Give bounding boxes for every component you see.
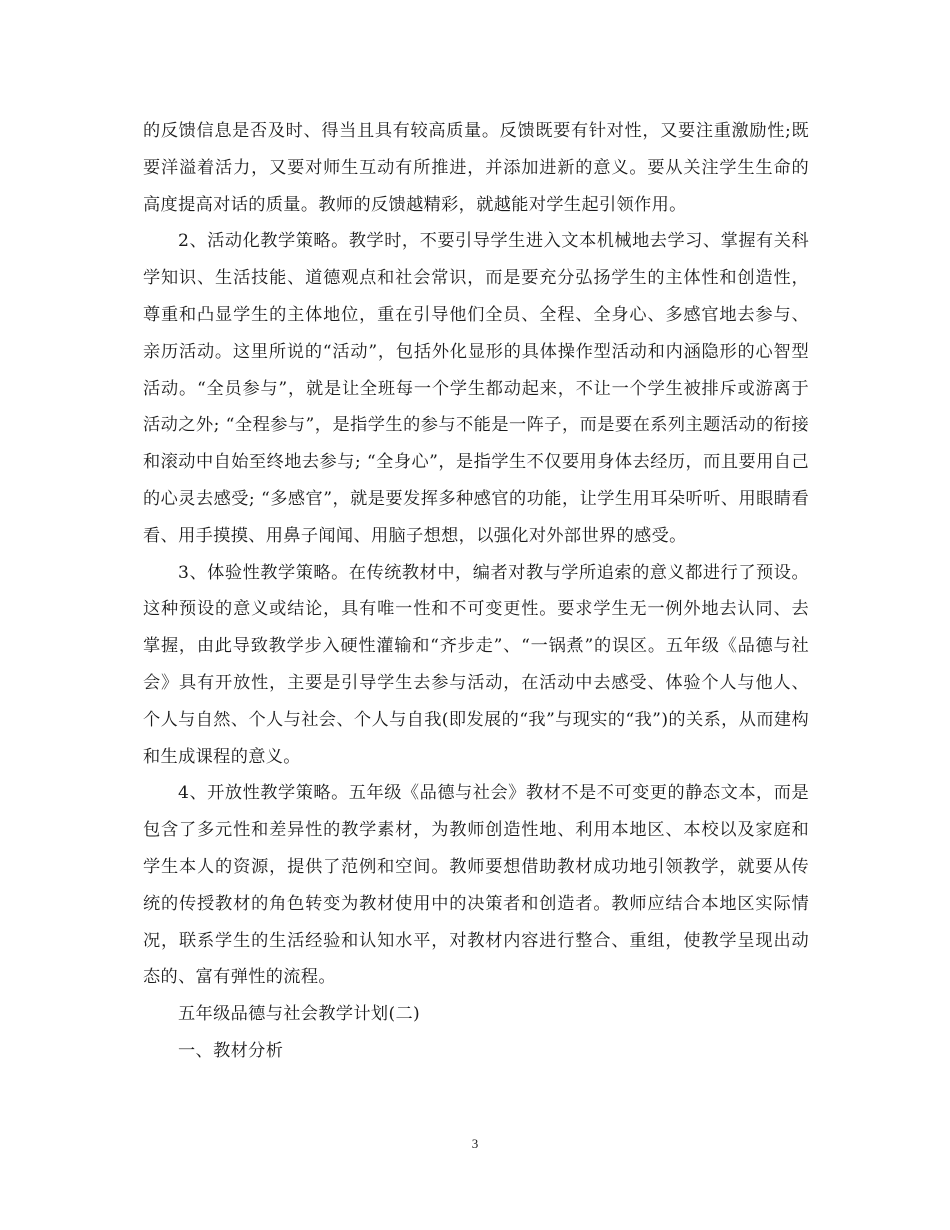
paragraph-experience-strategy: 3、体验性教学策略。在传统教材中，编者对教与学所追索的意义都进行了预设。这种预设的意义或结论，具有唯一性和不可变更性。要求学生无一例外地去认同、去掌握，由此导致教学步入硬性灌输和“齐步走”、“一锅煮”的误区。五年级《品德与社会》具有开放性，主要是引导学生去参与活动，在活动中去感受、体验个人与他人、个人与自然、个人与社会、个人与自我(即发展的“我”与现实的“我”)的关系，从而建构和生成课程的意义。 bbox=[143, 562, 809, 767]
section-title: 五年级品德与社会教学计划(二) bbox=[178, 1004, 421, 1025]
paragraph-open-strategy: 4、开放性教学策略。五年级《品德与社会》教材不是不可变更的静态文本，而是包含了多元性和差异性的教学素材，为教师创造性地、利用本地区、本校以及家庭和学生本人的资源，提供了范例和空间。教师要想借助教材成功地引领教学，就要从传统的传授教材的角色转变为教材使用中的决策者和创造者。教师应结合本地区实际情况，联系学生的生活经验和认知水平，对教材内容进行整合、重组，使教学呈现出动态的、富有弹性的流程。 bbox=[143, 783, 809, 988]
page-body bbox=[143, 113, 809, 1070]
subsection-title: 一、教材分析 bbox=[178, 1040, 284, 1061]
paragraph-feedback-continuation: 的反馈信息是否及时、得当且具有较高质量。反馈既要有针对性，又要注重激励性;既要洋溢着活力，又要对师生互动有所推进，并添加进新的意义。要从关注学生生命的高度提高对话的质量。教师的反馈越精彩，就越能对学生起引领作用。 bbox=[143, 121, 809, 215]
paragraph-activity-strategy: 2、活动化教学策略。教学时，不要引导学生进入文本机械地去学习、掌握有关科学知识、生活技能、道德观点和社会常识，而是要充分弘扬学生的主体性和创造性，尊重和凸显学生的主体地位，重在引导他们全员、全程、全身心、多感官地去参与、亲历活动。这里所说的“活动”，包括外化显形的具体操作型活动和内涵隐形的心智型活动。“全员参与”，就是让全班每一个学生都动起来，不让一个学生被排斥或游离于活动之外; “全程参与”，是指学生的参与不能是一阵子，而是要在系列主题活动的衔接和滚动中自始至终地去参与; “全身心”，是指学生不仅要用身体去经历，而且要用自己的心灵去感受; “多感官”，就是要发挥多种感官的功能，让学生用耳朵听听、用眼睛看看、用手摸摸、用鼻子闻闻、用脑子想想，以强化对外部世界的感受。 bbox=[143, 231, 809, 546]
page-number: 3 bbox=[471, 1136, 479, 1151]
